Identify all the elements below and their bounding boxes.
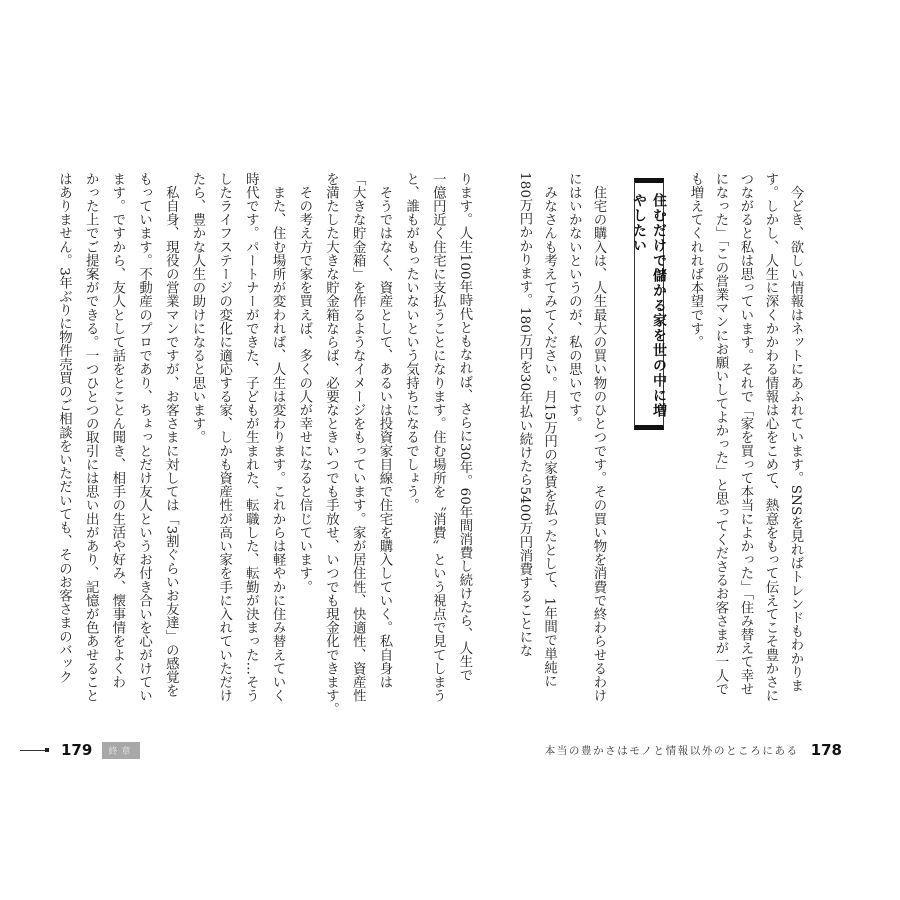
running-title: 本当の豊かさはモノと情報以外のところにある — [544, 744, 799, 757]
text-line: にはいかないというのが、私の思いです。 — [566, 172, 582, 431]
left-page-number: 179 — [61, 741, 93, 759]
text-line: そうではなく、資産として、あるいは投資家目線で住宅を購入していく。私自身は — [376, 172, 392, 689]
text-line: 「大きな貯金箱」を作るようなイメージをもっています。家が居住性、快適性、資産性 — [350, 172, 366, 703]
text-line: 一億円近く住宅に支払うことになります。住む場所を〝消費〟という視点で見てしまう — [430, 172, 446, 703]
text-line: 私自身、現役の営業マンですが、お客さまに対しては「3割ぐらいお友達」の感覚を — [163, 172, 179, 698]
right-page-number: 178 — [810, 741, 842, 759]
left-page-body — [50, 172, 477, 716]
section-heading: 住むだけで儲かる家を世の中に増やしたい — [631, 193, 667, 418]
section-heading-box — [631, 178, 667, 430]
footer-rule — [20, 750, 46, 751]
left-page-footer — [20, 740, 140, 760]
text-line: その考え方で家を買えば、多くの人が幸せになると信じています。 — [296, 172, 312, 594]
text-line: たら、豊かな人生の助けになると思います。 — [189, 172, 205, 444]
right-page-footer — [545, 740, 842, 760]
text-line: 180万円かかります。180万円を30年払い続けたら5400万円消費することにな — [516, 172, 532, 658]
chapter-label: 終章 — [102, 742, 140, 759]
text-line: つながると私は思っています。それで「家を買って本当によかった」「住み替えて幸せ — [738, 172, 753, 696]
text-line: かった上でご提案ができる。一つひとつの取引には思い出があり、記憶が色あせること — [83, 172, 99, 703]
footer-dot — [45, 748, 49, 752]
right-page-body-intro — [683, 172, 808, 703]
text-line: す。しかし、人生に深くかかわる情報は心をこめて、熱意をもって伝えてこそ豊かさに — [763, 172, 778, 703]
text-line: もっています。不動産のプロであり、ちょっとだけ友人というお付き合いを心がけてい — [136, 172, 152, 703]
right-page-body-section — [511, 172, 610, 703]
text-line: みなさんも考えてみてください。月15万円の家賃を払ったとして、1年間で単純に — [541, 172, 557, 688]
text-line: になった」「この営業マンにお願いしてよかった」と思ってくださるお客さまが一人で — [713, 172, 728, 696]
text-line: また、住む場所が変われば、人生は変わります。これからは軽やかに住み替えていく — [270, 172, 286, 703]
text-line: はありません。3年ぶりに物件売買のご相談をいただいても、そのお客さまのバック — [56, 172, 72, 684]
text-line: 時代です。パートナーができた、子どもが生まれた、転職した、転勤が決まった…そう — [243, 172, 259, 703]
text-line: と、誰もがもったいないという気持ちになるでしょう。 — [403, 172, 419, 512]
text-line: を満たした大きな貯金箱ならば、必要なときいつでも手放せ、いつでも現金化できます。 — [323, 172, 339, 716]
text-line: 住宅の購入は、人生最大の買い物のひとつです。その買い物を消費で終わらせるわけ — [591, 172, 606, 703]
text-line: ます。ですから、友人として話をとことん聞き、相手の生活や好み、懐事情をよくわ — [109, 172, 125, 689]
text-line: 今どき、欲しい情報はネットにあふれています。SNSを見ればトレンドもわかりま — [788, 172, 803, 693]
text-line: も増えてくれれば本望です。 — [688, 172, 703, 349]
text-line: したライフステージの変化に適応する家、しかも資産性が高い家を手に入れていただけ — [216, 172, 232, 703]
text-line: ります。人生100年時代ともなれば、さらに30年。60年間消費し続けたら、人生で — [457, 172, 472, 682]
